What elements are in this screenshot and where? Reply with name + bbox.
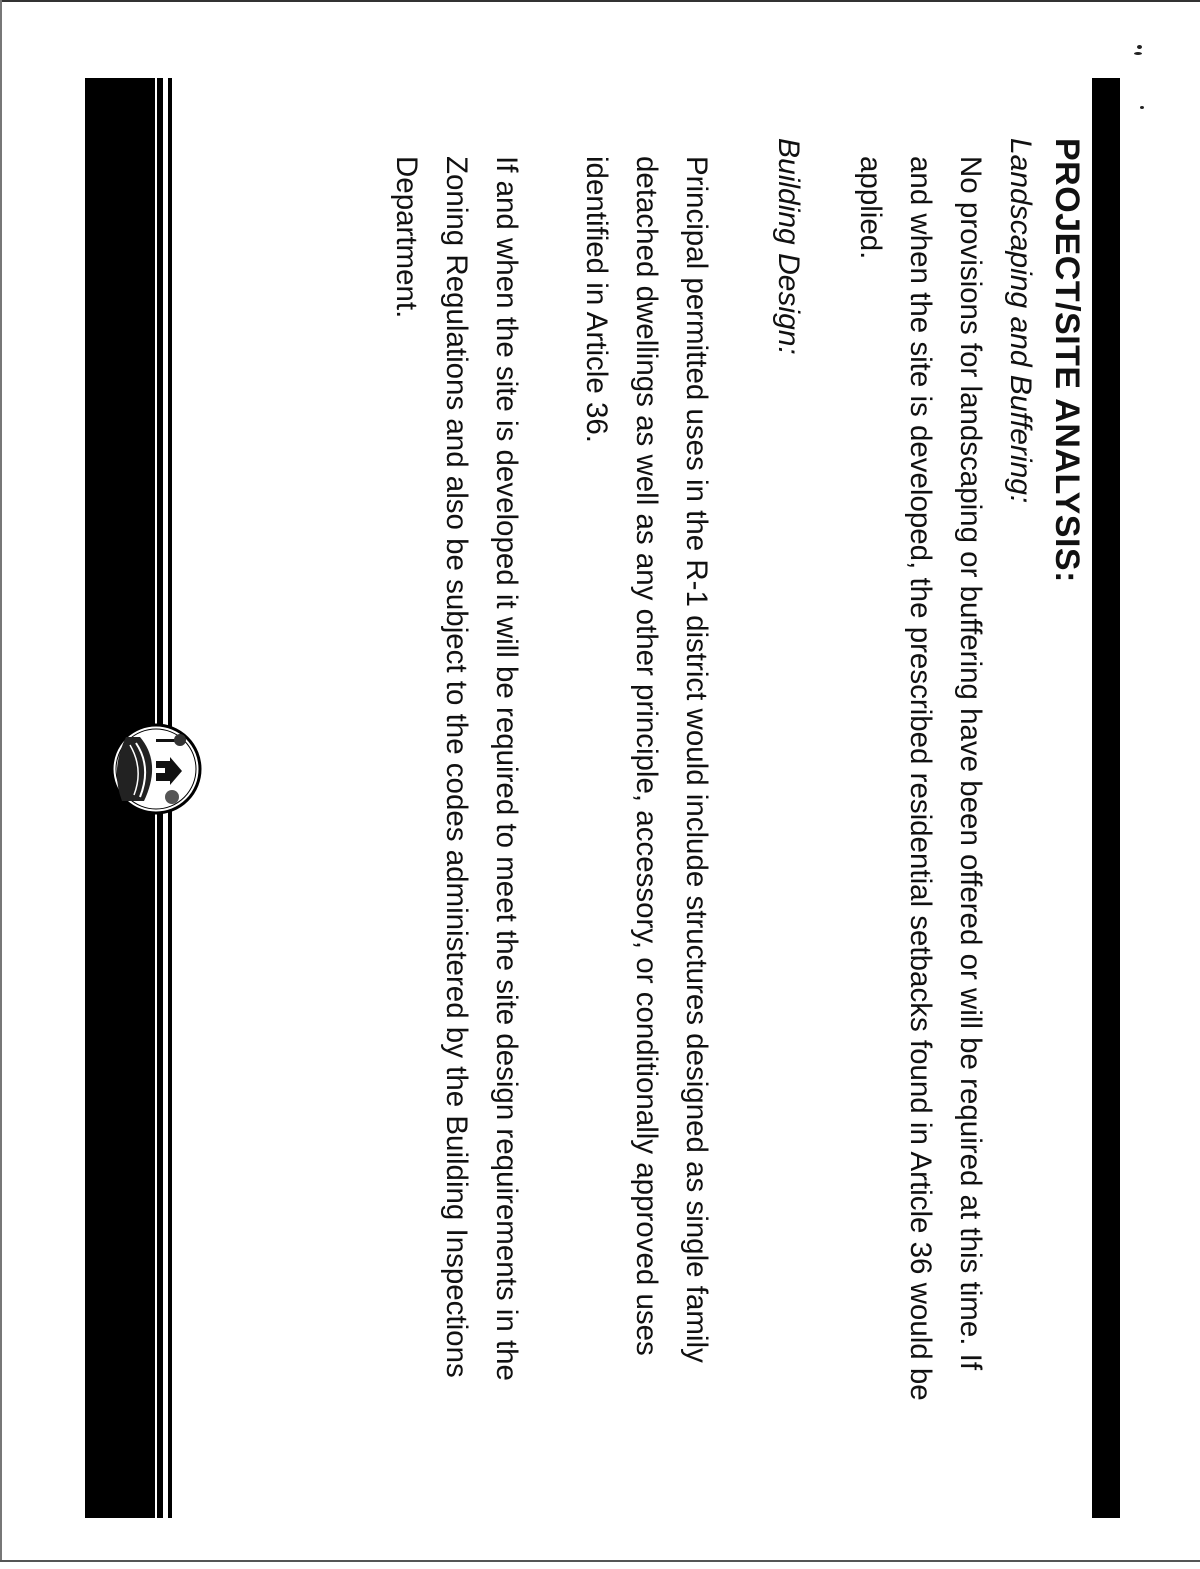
house-seal-icon <box>110 723 202 815</box>
scan-speck <box>1140 106 1144 109</box>
slide-title: PROJECT/SITE ANALYSIS: <box>1048 138 1086 583</box>
section-heading-landscaping: Landscaping and Buffering: <box>1004 138 1037 504</box>
scan-border-bottom <box>0 1560 1200 1562</box>
section-heading-building-design: Building Design: <box>772 138 805 355</box>
scan-speck <box>1134 52 1142 55</box>
scan-border-top <box>0 0 1200 2</box>
paragraph-building-design-requirements: If and when the site is developed it will be required to meet the site design requirements in the Zoning Regulations and also be subject to the codes administered by the Building Inspections Department. <box>390 156 523 1381</box>
scan-border-left <box>0 0 2 1562</box>
paragraph-landscaping: No provisions for landscaping or buffering have been offered or will be required at this time. If and when the site is developed, the prescribed residential setbacks found in Article 36 would be applied. <box>854 156 987 1401</box>
paragraph-building-design-uses: Principal permitted uses in the R-1 district would include structures designed as single family detached dwellings as well as any other principle, accessory, or conditionally approved uses identified in Article 36. <box>580 156 713 1363</box>
header-band <box>1092 78 1120 1518</box>
slide-content <box>359 138 1086 1458</box>
scan-speck <box>1137 45 1142 49</box>
slide <box>80 78 1120 1538</box>
